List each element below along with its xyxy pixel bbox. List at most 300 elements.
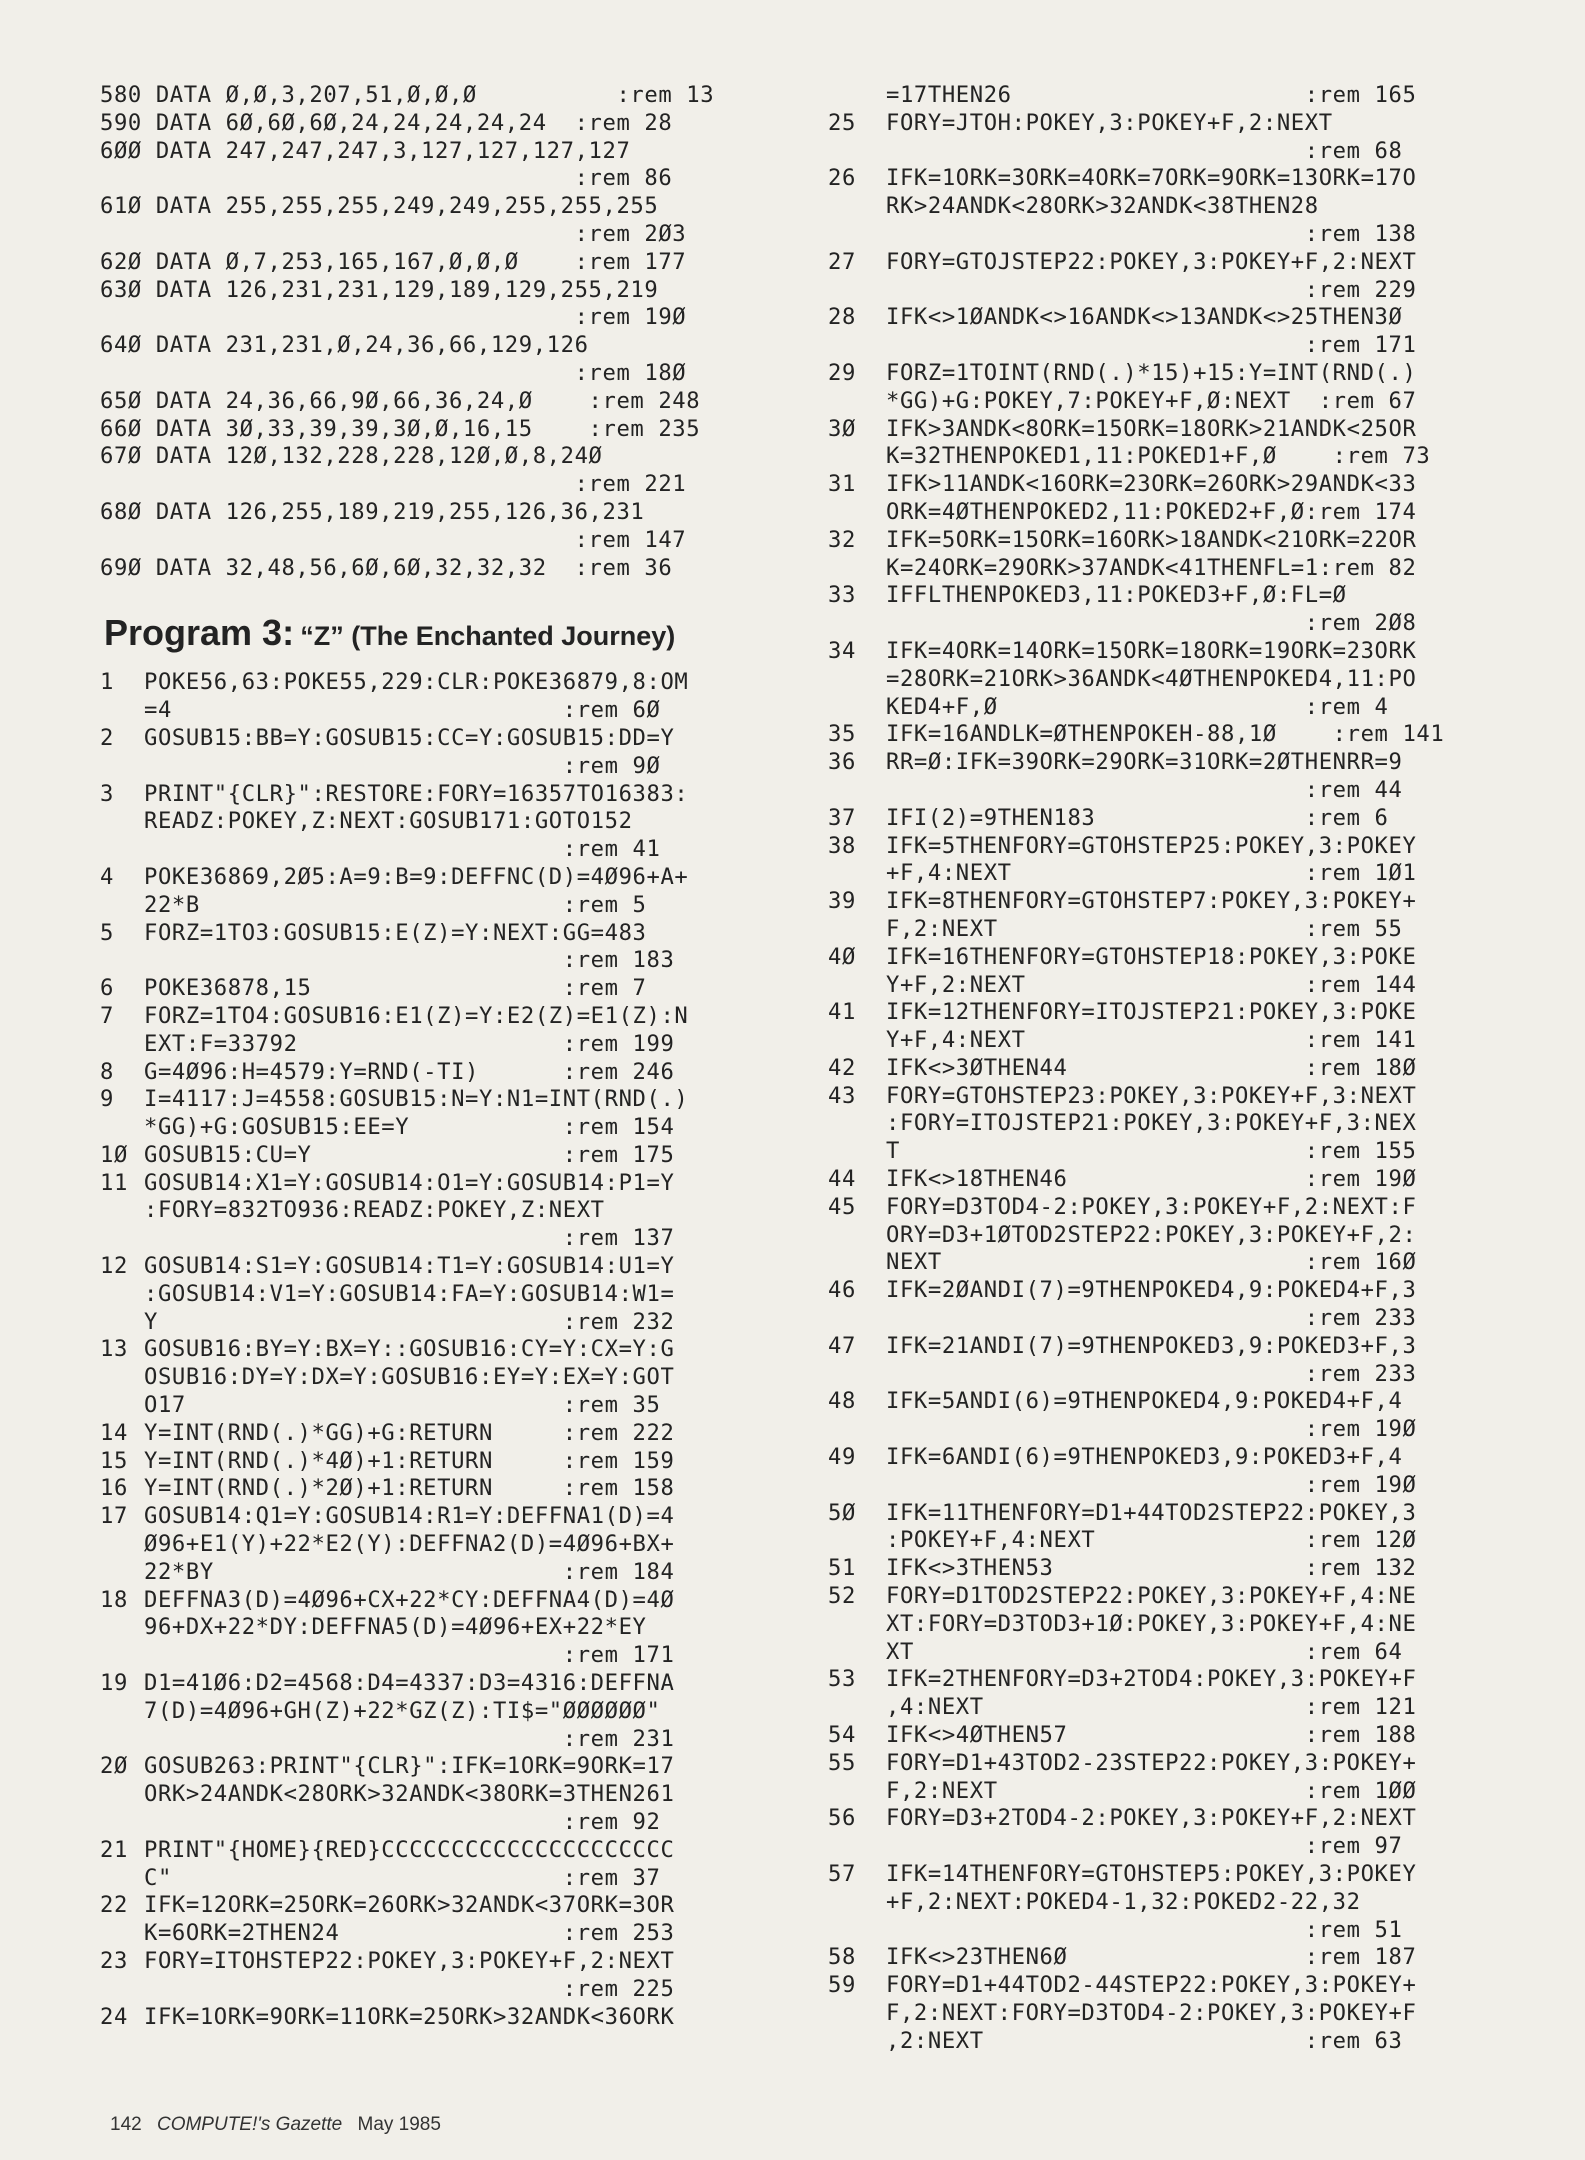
line-text: FORZ=1TO4:GOSUB16:E1(Z)=Y:E2(Z)=E1(Z):N: [144, 1002, 689, 1029]
line-text: :rem 171: [886, 332, 1417, 359]
line-text: DEFFNA3(D)=4Ø96+CX+22*CY:DEFFNA4(D)=4Ø: [144, 1586, 675, 1613]
code-line: [828, 1694, 1518, 1722]
code-line: [100, 1559, 790, 1587]
line-text: =17THEN26 :rem 165: [886, 82, 1417, 108]
code-line: [100, 1587, 790, 1615]
line-number: 29: [828, 359, 856, 386]
code-line: [828, 1750, 1518, 1778]
line-number: 28: [828, 304, 856, 331]
line-text: POKE36869,2Ø5:A=9:B=9:DEFFNC(D)=4Ø96+A+: [144, 863, 689, 890]
line-text: :rem 19Ø: [886, 1471, 1417, 1498]
line-text: I=4117:J=4558:GOSUB15:N=Y:N1=INT(RND(.): [144, 1086, 689, 1113]
code-line: [828, 1222, 1518, 1250]
line-number: 47: [828, 1332, 856, 1359]
code-line: [828, 443, 1518, 471]
line-text: FORY=D3TOD4-2:POKEY,3:POKEY+F,2:NEXT:F: [886, 1193, 1417, 1220]
line-text: IFI(2)=9THEN183 :rem 6: [886, 804, 1389, 831]
line-text: K=32THENPOKED1,11:POKED1+F,Ø :rem 73: [886, 443, 1431, 470]
data-listing: [100, 82, 790, 582]
line-number: 31: [828, 471, 856, 498]
code-line: 65Ø DATA 24,36,66,9Ø,66,36,24,Ø :rem 248: [100, 387, 701, 414]
code-line: [100, 1976, 790, 2004]
line-text: FORY=JTOH:POKEY,3:POKEY+F,2:NEXT: [886, 109, 1333, 136]
left-column: [100, 82, 790, 2031]
line-text: O17 :rem 35: [144, 1392, 661, 1419]
line-text: +F,2:NEXT:POKED4-1,32:POKED2-22,32: [886, 1888, 1361, 1915]
line-text: :rem 51: [886, 1916, 1403, 1943]
line-text: GOSUB263:PRINT"{CLR}":IFK=1ORK=9ORK=17: [144, 1753, 675, 1780]
line-text: XT :rem 64: [886, 1638, 1403, 1665]
line-text: K=24ORK=29ORK>37ANDK<41THENFL=1:rem 82: [886, 554, 1417, 581]
line-number: 53: [828, 1666, 856, 1693]
line-text: XT:FORY=D3TOD3+1Ø:POKEY,3:POKEY+F,4:NE: [886, 1610, 1417, 1637]
line-text: IFK=2THENFORY=D3+2TOD4:POKEY,3:POKEY+F: [886, 1666, 1417, 1693]
line-text: Y=INT(RND(.)*GG)+G:RETURN :rem 222: [144, 1419, 675, 1446]
code-line: [828, 1944, 1518, 1972]
line-text: C" :rem 37: [144, 1864, 661, 1891]
line-text: IFK=2ØANDI(7)=9THENPOKED4,9:POKED4+F,3: [886, 1277, 1417, 1304]
code-line: [828, 277, 1518, 305]
line-text: :rem 138: [886, 220, 1417, 247]
code-line: [100, 1475, 790, 1503]
line-number: 54: [828, 1722, 856, 1749]
code-line: 63Ø DATA 126,231,231,129,189,129,255,219: [100, 276, 659, 303]
code-line: [828, 1388, 1518, 1416]
code-line: [100, 975, 790, 1003]
code-line: [100, 1281, 790, 1309]
code-line: 580 DATA Ø,Ø,3,207,51,Ø,Ø,Ø :rem 13: [100, 82, 715, 108]
code-line: [100, 1392, 790, 1420]
code-line: [100, 1364, 790, 1392]
code-line: [100, 1059, 790, 1087]
code-line: [100, 1225, 790, 1253]
code-line: [828, 471, 1518, 499]
program-3-label: Program 3:: [104, 612, 295, 654]
line-number: 2Ø: [100, 1753, 128, 1780]
line-text: IFK>3ANDK<8ORK=15ORK=18ORK>21ANDK<25OR: [886, 415, 1417, 442]
line-text: IFK=12THENFORY=ITOJSTEP21:POKEY,3:POKE: [886, 999, 1417, 1026]
code-line: 62Ø DATA Ø,7,253,165,167,Ø,Ø,Ø :rem 177: [100, 248, 687, 275]
line-number: 36: [828, 749, 856, 776]
code-line: [828, 1639, 1518, 1667]
line-number: 34: [828, 637, 856, 664]
line-text: :rem 225: [144, 1975, 675, 2002]
code-line: [828, 1666, 1518, 1694]
code-line: [828, 110, 1518, 138]
line-number: 19: [100, 1670, 128, 1697]
line-text: NEXT :rem 16Ø: [886, 1249, 1417, 1276]
code-line: [100, 1420, 790, 1448]
code-line: [828, 1833, 1518, 1861]
code-line: [828, 1861, 1518, 1889]
code-line: [828, 416, 1518, 444]
line-number: 43: [828, 1082, 856, 1109]
line-text: FORY=D1+43TOD2-23STEP22:POKEY,3:POKEY+: [886, 1749, 1417, 1776]
program-3-listing-part-2: [828, 82, 1518, 2056]
line-text: :rem 183: [144, 947, 675, 974]
line-text: :rem 68: [886, 137, 1403, 164]
line-number: 8: [100, 1058, 114, 1085]
line-text: F,2:NEXT:FORY=D3TOD4-2:POKEY,3:POKEY+F: [886, 1999, 1417, 2026]
line-number: 1Ø: [100, 1141, 128, 1168]
line-text: OSUB16:DY=Y:DX=Y:GOSUB16:EY=Y:EX=Y:GOT: [144, 1364, 675, 1391]
line-text: IFK=11THENFORY=D1+44TOD2STEP22:POKEY,3: [886, 1499, 1417, 1526]
line-text: PRINT"{CLR}":RESTORE:FORY=16357TO16383:: [144, 780, 689, 807]
line-number: 14: [100, 1419, 128, 1446]
line-number: 22: [100, 1892, 128, 1919]
line-text: READZ:POKEY,Z:NEXT:GOSUB171:GOTO152: [144, 808, 633, 835]
code-line: [100, 1003, 790, 1031]
line-text: RK>24ANDK<28ORK>32ANDK<38THEN28: [886, 193, 1319, 220]
code-line: [100, 1642, 790, 1670]
code-line: [828, 249, 1518, 277]
line-number: 27: [828, 248, 856, 275]
line-number: 26: [828, 165, 856, 192]
line-text: IFK=5ORK=15ORK=16ORK>18ANDK<21ORK=22OR: [886, 526, 1417, 553]
line-text: IFK=1ORK=9ORK=11ORK=25ORK>32ANDK<36ORK: [144, 2003, 675, 2030]
line-number: 46: [828, 1277, 856, 1304]
line-text: ORK=4ØTHENPOKED2,11:POKED2+F,Ø:rem 174: [886, 498, 1417, 525]
line-text: IFK<>23THEN6Ø :rem 187: [886, 1944, 1417, 1971]
line-text: GOSUB16:BY=Y:BX=Y::GOSUB16:CY=Y:CX=Y:G: [144, 1336, 675, 1363]
program-3-heading: [104, 614, 790, 657]
line-text: FORY=ITOHSTEP22:POKEY,3:POKEY+F,2:NEXT: [144, 1948, 675, 1974]
code-line: [828, 1194, 1518, 1222]
code-line: :rem 19Ø: [100, 304, 687, 331]
line-text: *GG)+G:GOSUB15:EE=Y :rem 154: [144, 1114, 675, 1141]
line-number: 18: [100, 1586, 128, 1613]
line-text: IFK>11ANDK<16ORK=23ORK=26ORK>29ANDK<33: [886, 471, 1417, 498]
code-line: [828, 749, 1518, 777]
line-number: 39: [828, 888, 856, 915]
code-line: [828, 916, 1518, 944]
code-line: [828, 1305, 1518, 1333]
code-line: [828, 2028, 1518, 2056]
line-text: :rem 233: [886, 1305, 1417, 1332]
line-text: K=6ORK=2THEN24 :rem 253: [144, 1920, 675, 1947]
line-text: FORZ=1TOINT(RND(.)*15)+15:Y=INT(RND(.): [886, 359, 1417, 386]
issue-date: May 1985: [357, 2114, 441, 2135]
code-line: [100, 669, 790, 697]
code-line: [828, 610, 1518, 638]
line-text: :rem 41: [144, 836, 661, 863]
program-3-listing-part-1: [100, 669, 790, 2031]
code-line: [100, 697, 790, 725]
code-line: [100, 1948, 790, 1976]
code-line: [828, 1805, 1518, 1833]
code-line: 64Ø DATA 231,231,Ø,24,36,66,129,126: [100, 332, 589, 359]
line-number: 2: [100, 724, 114, 751]
line-text: Y=INT(RND(.)*4Ø)+1:RETURN :rem 159: [144, 1447, 675, 1474]
line-text: IFK=12ORK=25ORK=26ORK>32ANDK<37ORK=3OR: [144, 1892, 675, 1919]
code-line: :rem 147: [100, 526, 687, 553]
line-text: FORY=D1TOD2STEP22:POKEY,3:POKEY+F,4:NE: [886, 1583, 1417, 1610]
line-text: :POKEY+F,4:NEXT :rem 12Ø: [886, 1527, 1417, 1554]
code-line: [828, 1500, 1518, 1528]
code-line: [828, 1055, 1518, 1083]
line-number: 12: [100, 1253, 128, 1280]
code-line: [828, 944, 1518, 972]
line-text: :rem 44: [886, 776, 1403, 803]
line-number: 48: [828, 1388, 856, 1415]
code-line: [828, 721, 1518, 749]
code-line: [100, 1920, 790, 1948]
publication-name: COMPUTE!'s Gazette: [156, 2114, 343, 2135]
line-text: PRINT"{HOME}{RED}CCCCCCCCCCCCCCCCCCCCC: [144, 1836, 675, 1863]
line-text: ,2:NEXT :rem 63: [886, 2027, 1403, 2054]
code-line: :rem 221: [100, 471, 687, 498]
code-line: [828, 1444, 1518, 1472]
code-line: [828, 1277, 1518, 1305]
code-line: [100, 2004, 790, 2032]
code-line: 66Ø DATA 3Ø,33,39,39,3Ø,Ø,16,15 :rem 235: [100, 415, 701, 442]
code-line: [828, 388, 1518, 416]
code-line: :rem 86: [100, 165, 673, 192]
line-number: 13: [100, 1336, 128, 1363]
line-text: Y+F,2:NEXT :rem 144: [886, 971, 1417, 998]
code-line: [100, 1670, 790, 1698]
line-text: GOSUB14:Q1=Y:GOSUB14:R1=Y:DEFFNA1(D)=4: [144, 1503, 675, 1530]
code-line: [828, 360, 1518, 388]
line-number: 1: [100, 669, 114, 696]
line-number: 17: [100, 1503, 128, 1530]
line-number: 9: [100, 1086, 114, 1113]
code-line: [828, 527, 1518, 555]
code-line: [828, 1583, 1518, 1611]
line-text: IFK<>3THEN53 :rem 132: [886, 1555, 1417, 1582]
code-line: [828, 805, 1518, 833]
code-line: [828, 2000, 1518, 2028]
code-line: [100, 1031, 790, 1059]
code-line: :rem 2Ø3: [100, 220, 687, 247]
line-number: 3: [100, 780, 114, 807]
line-text: :FORY=ITOJSTEP21:POKEY,3:POKEY+F,3:NEX: [886, 1110, 1417, 1137]
line-text: KED4+F,Ø :rem 4: [886, 693, 1389, 720]
line-number: 35: [828, 721, 856, 748]
code-line: [100, 781, 790, 809]
line-text: IFK=5ANDI(6)=9THENPOKED4,9:POKED4+F,4: [886, 1388, 1403, 1415]
code-line: [100, 753, 790, 781]
code-line: [828, 1555, 1518, 1583]
line-number: 59: [828, 1972, 856, 1999]
line-text: :rem 233: [886, 1360, 1417, 1387]
line-text: :rem 97: [886, 1833, 1403, 1860]
line-number: 4: [100, 863, 114, 890]
code-line: [100, 1865, 790, 1893]
code-line: [828, 499, 1518, 527]
line-text: :rem 19Ø: [886, 1416, 1417, 1443]
line-text: IFK=16ANDLK=ØTHENPOKEH-88,1Ø :rem 141: [886, 721, 1445, 748]
code-line: [828, 1917, 1518, 1945]
code-line: [100, 1448, 790, 1476]
line-text: IFFLTHENPOKED3,11:POKED3+F,Ø:FL=Ø: [886, 582, 1347, 609]
code-line: [828, 304, 1518, 332]
line-text: ORY=D3+1ØTOD2STEP22:POKEY,3:POKEY+F,2:: [886, 1221, 1417, 1248]
line-number: 6: [100, 975, 114, 1002]
line-number: 49: [828, 1444, 856, 1471]
line-text: :GOSUB14:V1=Y:GOSUB14:FA=Y:GOSUB14:W1=: [144, 1280, 675, 1307]
line-number: 5: [100, 919, 114, 946]
code-line: [100, 836, 790, 864]
code-line: [828, 888, 1518, 916]
line-number: 37: [828, 804, 856, 831]
line-text: IFK=4ORK=14ORK=15ORK=18ORK=19ORK=23ORK: [886, 637, 1417, 664]
code-line: [828, 1889, 1518, 1917]
code-line: [100, 1753, 790, 1781]
line-text: IFK<>1ØANDK<>16ANDK<>13ANDK<>25THEN3Ø: [886, 304, 1403, 331]
line-text: IFK=1ORK=3ORK=4ORK=7ORK=9ORK=13ORK=17O: [886, 165, 1417, 192]
code-line: [100, 947, 790, 975]
line-text: D1=41Ø6:D2=4568:D4=4337:D3=4316:DEFFNA: [144, 1670, 675, 1697]
code-line: [100, 920, 790, 948]
code-line: [828, 221, 1518, 249]
line-text: IFK<>4ØTHEN57 :rem 188: [886, 1722, 1417, 1749]
line-text: GOSUB14:X1=Y:GOSUB14:O1=Y:GOSUB14:P1=Y: [144, 1169, 675, 1196]
code-line: [828, 666, 1518, 694]
code-line: [828, 1027, 1518, 1055]
line-number: 25: [828, 109, 856, 136]
line-text: FORY=GTOHSTEP23:POKEY,3:POKEY+F,3:NEXT: [886, 1082, 1417, 1109]
code-line: [828, 777, 1518, 805]
code-line: 68Ø DATA 126,255,189,219,255,126,36,231: [100, 498, 645, 525]
line-number: 33: [828, 582, 856, 609]
code-line: [100, 1142, 790, 1170]
line-number: 24: [100, 2003, 128, 2030]
line-text: 22*BY :rem 184: [144, 1558, 675, 1585]
code-line: [828, 1611, 1518, 1639]
line-text: F,2:NEXT :rem 55: [886, 915, 1403, 942]
code-line: [100, 1336, 790, 1364]
line-text: Y=INT(RND(.)*2Ø)+1:RETURN :rem 158: [144, 1475, 675, 1502]
page-number: 142: [110, 2114, 142, 2135]
line-text: IFK=21ANDI(7)=9THENPOKED3,9:POKED3+F,3: [886, 1332, 1417, 1359]
line-number: 16: [100, 1475, 128, 1502]
line-text: :rem 2Ø8: [886, 610, 1417, 637]
code-line: [828, 1138, 1518, 1166]
code-line: [828, 999, 1518, 1027]
code-line: [828, 1472, 1518, 1500]
code-line: [828, 1333, 1518, 1361]
code-line: 61Ø DATA 255,255,255,249,249,255,255,255: [100, 193, 659, 220]
line-text: ORK>24ANDK<28ORK>32ANDK<38ORK=3THEN261: [144, 1781, 675, 1808]
code-line: 69Ø DATA 32,48,56,6Ø,6Ø,32,32,32 :rem 36: [100, 554, 673, 581]
code-line: [828, 694, 1518, 722]
line-text: IFK=8THENFORY=GTOHSTEP7:POKEY,3:POKEY+: [886, 888, 1417, 915]
line-number: 44: [828, 1166, 856, 1193]
line-text: 7(D)=4Ø96+GH(Z)+22*GZ(Z):TI$="ØØØØØØ": [144, 1697, 661, 1724]
line-text: IFK=6ANDI(6)=9THENPOKED3,9:POKED3+F,4: [886, 1444, 1403, 1471]
line-text: :rem 229: [886, 276, 1417, 303]
line-number: 11: [100, 1169, 128, 1196]
code-line: [100, 1531, 790, 1559]
code-line: [828, 138, 1518, 166]
line-text: Y+F,4:NEXT :rem 141: [886, 1027, 1417, 1054]
code-line: [828, 1722, 1518, 1750]
page-footer: [110, 2114, 441, 2136]
line-text: IFK=14THENFORY=GTOHSTEP5:POKEY,3:POKEY: [886, 1861, 1417, 1887]
right-column: [828, 82, 1518, 2056]
line-text: FORY=D3+2TOD4-2:POKEY,3:POKEY+F,2:NEXT: [886, 1805, 1417, 1832]
code-line: [100, 1114, 790, 1142]
line-number: 38: [828, 832, 856, 859]
code-line: [828, 82, 1518, 110]
code-line: [100, 1086, 790, 1114]
code-line: [828, 193, 1518, 221]
line-text: IFK<>18THEN46 :rem 19Ø: [886, 1166, 1417, 1193]
line-number: 58: [828, 1944, 856, 1971]
code-line: [100, 1503, 790, 1531]
line-text: GOSUB15:BB=Y:GOSUB15:CC=Y:GOSUB15:DD=Y: [144, 724, 675, 751]
code-line: [100, 1698, 790, 1726]
line-text: POKE36878,15 :rem 7: [144, 975, 647, 1002]
code-line: [828, 1972, 1518, 2000]
line-text: RR=Ø:IFK=39ORK=29ORK=31ORK=2ØTHENRR=9: [886, 749, 1403, 776]
line-text: 22*B :rem 5: [144, 891, 647, 918]
code-line: [100, 892, 790, 920]
line-text: :rem 231: [144, 1725, 675, 1752]
line-text: IFK=5THENFORY=GTOHSTEP25:POKEY,3:POKEY: [886, 832, 1417, 859]
code-line: [100, 1614, 790, 1642]
line-text: IFK=16THENFORY=GTOHSTEP18:POKEY,3:POKE: [886, 943, 1417, 970]
line-text: GOSUB14:S1=Y:GOSUB14:T1=Y:GOSUB14:U1=Y: [144, 1253, 675, 1280]
line-text: :rem 171: [144, 1642, 675, 1669]
line-text: Ø96+E1(Y)+22*E2(Y):DEFFNA2(D)=4Ø96+BX+: [144, 1531, 675, 1558]
code-line: [828, 1527, 1518, 1555]
line-text: Y :rem 232: [144, 1308, 675, 1335]
line-text: +F,4:NEXT :rem 1Ø1: [886, 860, 1417, 887]
code-line: [100, 1837, 790, 1865]
line-number: 45: [828, 1193, 856, 1220]
code-line: [828, 582, 1518, 610]
line-text: G=4Ø96:H=4579:Y=RND(-TI) :rem 246: [144, 1058, 675, 1085]
code-line: 590 DATA 6Ø,6Ø,6Ø,24,24,24,24,24 :rem 28: [100, 109, 673, 136]
code-line: [828, 1166, 1518, 1194]
line-number: 32: [828, 526, 856, 553]
line-number: 57: [828, 1861, 856, 1887]
code-line: [828, 860, 1518, 888]
code-line: [828, 1110, 1518, 1138]
code-line: 6ØØ DATA 247,247,247,3,127,127,127,127: [100, 137, 631, 164]
code-line: [828, 638, 1518, 666]
line-number: 42: [828, 1054, 856, 1081]
line-text: POKE56,63:POKE55,229:CLR:POKE36879,8:OM: [144, 669, 689, 696]
code-line: [828, 165, 1518, 193]
code-line: [828, 555, 1518, 583]
line-number: 21: [100, 1836, 128, 1863]
code-line: [828, 1083, 1518, 1111]
line-text: FORZ=1TO3:GOSUB15:E(Z)=Y:NEXT:GG=483: [144, 919, 647, 946]
line-text: F,2:NEXT :rem 1ØØ: [886, 1777, 1417, 1804]
program-3-title: “Z” (The Enchanted Journey): [300, 621, 676, 652]
line-text: 96+DX+22*DY:DEFFNA5(D)=4Ø96+EX+22*EY: [144, 1614, 647, 1641]
line-text: FORY=D1+44TOD2-44STEP22:POKEY,3:POKEY+: [886, 1972, 1417, 1999]
code-line: [828, 972, 1518, 1000]
code-line: [100, 1253, 790, 1281]
line-text: :rem 92: [144, 1809, 661, 1836]
code-line: [100, 808, 790, 836]
line-text: IFK<>3ØTHEN44 :rem 18Ø: [886, 1054, 1417, 1081]
code-line: [100, 1309, 790, 1337]
line-number: 7: [100, 1002, 114, 1029]
line-number: 3Ø: [828, 415, 856, 442]
line-number: 56: [828, 1805, 856, 1832]
code-line: [100, 1892, 790, 1920]
code-line: [828, 1778, 1518, 1806]
code-line: [100, 1781, 790, 1809]
line-text: GOSUB15:CU=Y :rem 175: [144, 1141, 675, 1168]
line-number: 51: [828, 1555, 856, 1582]
line-number: 15: [100, 1447, 128, 1474]
